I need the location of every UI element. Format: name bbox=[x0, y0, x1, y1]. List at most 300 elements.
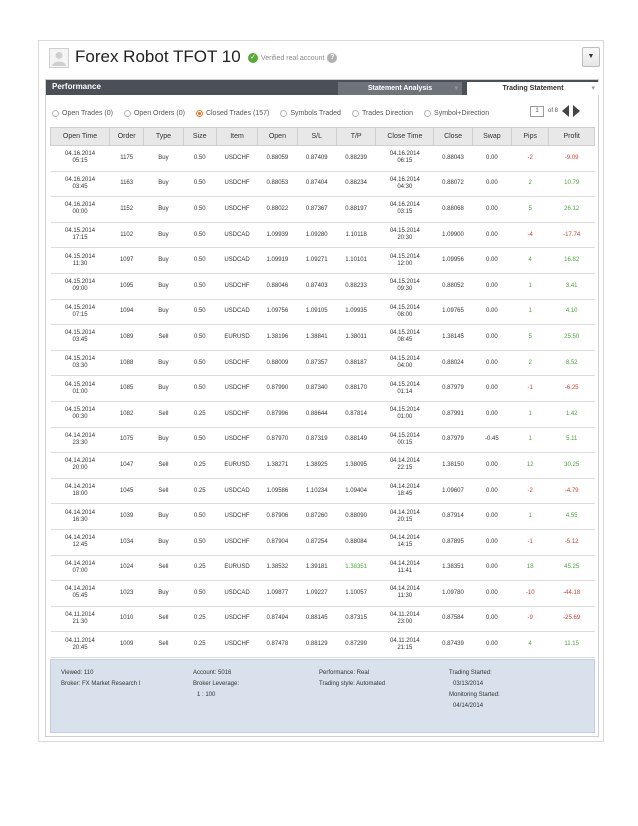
cell-open-time: 04.15.2014 09:00 bbox=[51, 273, 110, 299]
cell-type: Buy bbox=[144, 299, 183, 325]
cell-sl: 1.09105 bbox=[297, 299, 336, 325]
cell-open-time: 04.14.2014 20:00 bbox=[51, 453, 110, 479]
cell-close: 0.87991 bbox=[434, 401, 472, 427]
cell-close-time: 04.14.2014 18:45 bbox=[376, 478, 434, 504]
table-row bbox=[51, 222, 595, 248]
cell-swap: 0.00 bbox=[472, 504, 511, 530]
column-header[interactable]: Order bbox=[110, 128, 144, 146]
cell-close-time: 04.15.2014 08:00 bbox=[376, 299, 434, 325]
cell-item: EURUSD bbox=[216, 325, 257, 351]
cell-close: 0.88043 bbox=[434, 146, 472, 172]
cell-item: USDCHF bbox=[216, 401, 257, 427]
cell-pips: 1 bbox=[512, 427, 549, 453]
cell-tp: 1.38351 bbox=[336, 555, 375, 581]
table-row bbox=[51, 478, 595, 504]
cell-close: 1.09765 bbox=[434, 299, 472, 325]
cell-size: 0.25 bbox=[183, 606, 216, 632]
cell-tp: 1.10057 bbox=[336, 581, 375, 607]
page-number-input[interactable]: 1 bbox=[530, 106, 544, 117]
cell-profit: 26.12 bbox=[549, 197, 595, 223]
table-row bbox=[51, 273, 595, 299]
cell-size: 0.50 bbox=[183, 171, 216, 197]
cell-swap: 0.00 bbox=[472, 606, 511, 632]
cell-type: Sell bbox=[144, 453, 183, 479]
cell-order: 1175 bbox=[110, 146, 144, 172]
column-header[interactable]: Swap bbox=[472, 128, 511, 146]
cell-swap: 0.00 bbox=[472, 350, 511, 376]
cell-pips: 2 bbox=[512, 171, 549, 197]
cell-sl: 1.09227 bbox=[297, 581, 336, 607]
performance-type: Performance: Real bbox=[319, 670, 370, 676]
filter-label: Open Trades (0) bbox=[62, 109, 113, 117]
cell-close: 0.88052 bbox=[434, 273, 472, 299]
cell-sl: 0.88644 bbox=[297, 401, 336, 427]
cell-order: 1023 bbox=[110, 581, 144, 607]
pager bbox=[530, 105, 580, 117]
cell-item: USDCHF bbox=[216, 529, 257, 555]
cell-size: 0.50 bbox=[183, 427, 216, 453]
cell-open-time: 04.16.2014 03:45 bbox=[51, 171, 110, 197]
cell-open-time: 04.15.2014 03:30 bbox=[51, 350, 110, 376]
cell-item: USDCHF bbox=[216, 146, 257, 172]
cell-pips: -1 bbox=[512, 529, 549, 555]
cell-type: Buy bbox=[144, 376, 183, 402]
cell-open: 1.38271 bbox=[258, 453, 297, 479]
cell-open-time: 04.14.2014 12:45 bbox=[51, 529, 110, 555]
cell-open-time: 04.15.2014 03:45 bbox=[51, 325, 110, 351]
cell-swap: 0.00 bbox=[472, 401, 511, 427]
cell-profit: 10.79 bbox=[549, 171, 595, 197]
performance-panel bbox=[45, 79, 599, 737]
cell-close: 0.87439 bbox=[434, 632, 472, 658]
cell-size: 0.25 bbox=[183, 555, 216, 581]
cell-order: 1102 bbox=[110, 222, 144, 248]
cell-tp: 0.88084 bbox=[336, 529, 375, 555]
monitoring-started-label: Monitoring Started: bbox=[449, 692, 500, 698]
cell-pips: 1 bbox=[512, 401, 549, 427]
filter-open-orders[interactable] bbox=[124, 107, 185, 119]
cell-item: USDCAD bbox=[216, 581, 257, 607]
cell-swap: 0.00 bbox=[472, 632, 511, 658]
cell-order: 1045 bbox=[110, 478, 144, 504]
cell-item: USDCHF bbox=[216, 504, 257, 530]
page-title: Forex Robot TFOT 10 bbox=[75, 47, 241, 66]
column-header[interactable]: S/L bbox=[297, 128, 336, 146]
cell-sl: 1.10234 bbox=[297, 478, 336, 504]
radio-icon[interactable] bbox=[352, 110, 359, 117]
broker-name: Broker: FX Market Research I bbox=[61, 681, 141, 687]
cell-open: 1.09939 bbox=[258, 222, 297, 248]
card-header bbox=[39, 41, 603, 77]
table-row bbox=[51, 350, 595, 376]
cell-swap: -0.45 bbox=[472, 427, 511, 453]
cell-profit: 5.11 bbox=[549, 427, 595, 453]
panel-header bbox=[46, 80, 598, 95]
cell-close-time: 04.15.2014 20:30 bbox=[376, 222, 434, 248]
cell-open: 0.88009 bbox=[258, 350, 297, 376]
cell-swap: 0.00 bbox=[472, 273, 511, 299]
radio-icon[interactable] bbox=[280, 110, 287, 117]
cell-size: 0.50 bbox=[183, 325, 216, 351]
account-number: Account: 5016 bbox=[193, 670, 232, 676]
account-info-footer bbox=[50, 659, 595, 733]
column-header[interactable]: Type bbox=[144, 128, 183, 146]
cell-pips: -4 bbox=[512, 222, 549, 248]
cell-swap: 0.00 bbox=[472, 299, 511, 325]
cell-sl: 0.87260 bbox=[297, 504, 336, 530]
cell-size: 0.50 bbox=[183, 376, 216, 402]
cell-order: 1152 bbox=[110, 197, 144, 223]
cell-item: EURUSD bbox=[216, 555, 257, 581]
cell-order: 1024 bbox=[110, 555, 144, 581]
cell-sl: 1.38925 bbox=[297, 453, 336, 479]
filter-trades-direction[interactable] bbox=[352, 107, 413, 119]
cell-profit: -4.79 bbox=[549, 478, 595, 504]
cell-tp: 0.88187 bbox=[336, 350, 375, 376]
broker-leverage-label: Broker Leverage: bbox=[193, 681, 240, 687]
cell-order: 1082 bbox=[110, 401, 144, 427]
trades-table bbox=[50, 127, 595, 658]
tab-label: Trading Statement bbox=[502, 85, 564, 92]
table-row bbox=[51, 555, 595, 581]
cell-type: Buy bbox=[144, 350, 183, 376]
cell-size: 0.50 bbox=[183, 146, 216, 172]
cell-close-time: 04.15.2014 12:00 bbox=[376, 248, 434, 274]
radio-icon[interactable] bbox=[196, 110, 203, 117]
table-row bbox=[51, 632, 595, 658]
column-header[interactable]: Close bbox=[434, 128, 472, 146]
cell-open: 0.88022 bbox=[258, 197, 297, 223]
cell-pips: 4 bbox=[512, 632, 549, 658]
cell-size: 0.25 bbox=[183, 401, 216, 427]
next-arrow-icon[interactable] bbox=[573, 105, 580, 117]
cell-close-time: 04.14.2014 20:15 bbox=[376, 504, 434, 530]
cell-open: 0.88053 bbox=[258, 171, 297, 197]
cell-order: 1047 bbox=[110, 453, 144, 479]
cell-swap: 0.00 bbox=[472, 197, 511, 223]
viewed-count: Viewed: 110 bbox=[61, 670, 94, 676]
cell-sl: 0.87340 bbox=[297, 376, 336, 402]
cell-sl: 0.88129 bbox=[297, 632, 336, 658]
cell-profit: -9.09 bbox=[549, 146, 595, 172]
cell-close: 0.87895 bbox=[434, 529, 472, 555]
cell-swap: 0.00 bbox=[472, 529, 511, 555]
cell-close-time: 04.11.2014 21:15 bbox=[376, 632, 434, 658]
column-header[interactable]: Open Time bbox=[51, 128, 110, 146]
cell-close: 1.38351 bbox=[434, 555, 472, 581]
cell-tp: 1.38095 bbox=[336, 453, 375, 479]
cell-size: 0.25 bbox=[183, 632, 216, 658]
column-header[interactable]: Item bbox=[216, 128, 257, 146]
table-header-row bbox=[51, 128, 595, 146]
cell-size: 0.25 bbox=[183, 453, 216, 479]
cell-tp: 1.09935 bbox=[336, 299, 375, 325]
table-row bbox=[51, 401, 595, 427]
cell-close: 0.88072 bbox=[434, 171, 472, 197]
help-icon[interactable]: ? bbox=[327, 53, 337, 63]
cell-close-time: 04.15.2014 04:00 bbox=[376, 350, 434, 376]
cell-swap: 0.00 bbox=[472, 376, 511, 402]
cell-swap: 0.00 bbox=[472, 146, 511, 172]
cell-close-time: 04.16.2014 04:30 bbox=[376, 171, 434, 197]
cell-open-time: 04.14.2014 07:00 bbox=[51, 555, 110, 581]
table-row bbox=[51, 248, 595, 274]
cell-tp: 0.87299 bbox=[336, 632, 375, 658]
table-row bbox=[51, 581, 595, 607]
table-row bbox=[51, 299, 595, 325]
cell-close: 0.88068 bbox=[434, 197, 472, 223]
radio-icon[interactable] bbox=[124, 110, 131, 117]
cell-tp: 0.88149 bbox=[336, 427, 375, 453]
cell-close-time: 04.11.2014 23:00 bbox=[376, 606, 434, 632]
cell-open-time: 04.16.2014 05:15 bbox=[51, 146, 110, 172]
cell-close-time: 04.15.2014 08:45 bbox=[376, 325, 434, 351]
table-row bbox=[51, 146, 595, 172]
cell-close-time: 04.14.2014 11:30 bbox=[376, 581, 434, 607]
filter-symbols-traded[interactable] bbox=[280, 107, 341, 119]
cell-open: 1.09877 bbox=[258, 581, 297, 607]
cell-tp: 1.10101 bbox=[336, 248, 375, 274]
cell-type: Buy bbox=[144, 427, 183, 453]
cell-item: EURUSD bbox=[216, 453, 257, 479]
cell-open-time: 04.14.2014 18:00 bbox=[51, 478, 110, 504]
cell-order: 1075 bbox=[110, 427, 144, 453]
cell-close: 1.38150 bbox=[434, 453, 472, 479]
cell-open: 1.38196 bbox=[258, 325, 297, 351]
cell-open-time: 04.15.2014 01:00 bbox=[51, 376, 110, 402]
cell-close: 0.88024 bbox=[434, 350, 472, 376]
trading-style: Trading style: Automated bbox=[319, 681, 386, 687]
filter-label: Open Orders (0) bbox=[133, 109, 185, 117]
cell-sl: 0.87357 bbox=[297, 350, 336, 376]
cell-close: 1.09900 bbox=[434, 222, 472, 248]
cell-open: 0.87970 bbox=[258, 427, 297, 453]
filter-label: Trades Direction bbox=[361, 109, 414, 117]
cell-size: 0.50 bbox=[183, 504, 216, 530]
cell-open-time: 04.11.2014 20:45 bbox=[51, 632, 110, 658]
table-row bbox=[51, 529, 595, 555]
cell-close: 0.87914 bbox=[434, 504, 472, 530]
page-count-label: of 8 bbox=[548, 108, 559, 114]
cell-tp: 0.88170 bbox=[336, 376, 375, 402]
cell-type: Buy bbox=[144, 248, 183, 274]
cell-size: 0.50 bbox=[183, 350, 216, 376]
column-header[interactable]: Profit bbox=[549, 128, 595, 146]
cell-sl: 0.87403 bbox=[297, 273, 336, 299]
column-header[interactable]: T/P bbox=[336, 128, 375, 146]
cell-sl: 0.87254 bbox=[297, 529, 336, 555]
cell-type: Buy bbox=[144, 146, 183, 172]
cell-close: 1.09956 bbox=[434, 248, 472, 274]
table-row bbox=[51, 427, 595, 453]
cell-item: USDCHF bbox=[216, 273, 257, 299]
cell-size: 0.50 bbox=[183, 273, 216, 299]
cell-type: Buy bbox=[144, 581, 183, 607]
cell-open-time: 04.14.2014 23:30 bbox=[51, 427, 110, 453]
filter-label: Symbols Traded bbox=[290, 109, 341, 117]
cell-open: 0.88059 bbox=[258, 146, 297, 172]
cell-close-time: 04.14.2014 11:41 bbox=[376, 555, 434, 581]
cell-profit: 4.55 bbox=[549, 504, 595, 530]
cell-type: Buy bbox=[144, 273, 183, 299]
cell-type: Sell bbox=[144, 401, 183, 427]
cell-profit: 8.52 bbox=[549, 350, 595, 376]
cell-type: Sell bbox=[144, 478, 183, 504]
cell-sl: 0.87404 bbox=[297, 171, 336, 197]
cell-open: 1.09919 bbox=[258, 248, 297, 274]
chevron-down-icon: ▾ bbox=[591, 85, 595, 92]
cell-item: USDCHF bbox=[216, 350, 257, 376]
cell-sl: 1.38841 bbox=[297, 325, 336, 351]
cell-close: 1.38145 bbox=[434, 325, 472, 351]
cell-swap: 0.00 bbox=[472, 248, 511, 274]
cell-item: USDCHF bbox=[216, 376, 257, 402]
cell-item: USDCHF bbox=[216, 606, 257, 632]
table-row bbox=[51, 197, 595, 223]
cell-type: Buy bbox=[144, 197, 183, 223]
cell-close-time: 04.15.2014 09:30 bbox=[376, 273, 434, 299]
cell-open-time: 04.14.2014 16:30 bbox=[51, 504, 110, 530]
cell-profit: 25.50 bbox=[549, 325, 595, 351]
cell-swap: 0.00 bbox=[472, 581, 511, 607]
cell-sl: 0.87367 bbox=[297, 197, 336, 223]
cell-swap: 0.00 bbox=[472, 453, 511, 479]
cell-tp: 1.09404 bbox=[336, 478, 375, 504]
cell-sl: 0.88145 bbox=[297, 606, 336, 632]
cell-open: 0.87904 bbox=[258, 529, 297, 555]
trading-started-label: Trading Started: bbox=[449, 670, 492, 676]
radio-icon[interactable] bbox=[52, 110, 59, 117]
cell-close-time: 04.16.2014 03:15 bbox=[376, 197, 434, 223]
cell-close: 1.09607 bbox=[434, 478, 472, 504]
cell-item: USDCAD bbox=[216, 478, 257, 504]
cell-tp: 0.88197 bbox=[336, 197, 375, 223]
table-row bbox=[51, 504, 595, 530]
monitoring-started-value: 04/14/2014 bbox=[453, 703, 484, 709]
cell-swap: 0.00 bbox=[472, 478, 511, 504]
cell-size: 0.50 bbox=[183, 197, 216, 223]
cell-sl: 1.09280 bbox=[297, 222, 336, 248]
cell-tp: 0.88090 bbox=[336, 504, 375, 530]
cell-open: 0.87996 bbox=[258, 401, 297, 427]
cell-order: 1089 bbox=[110, 325, 144, 351]
tab-statement-analysis[interactable] bbox=[338, 82, 462, 95]
cell-item: USDCHF bbox=[216, 632, 257, 658]
cell-type: Buy bbox=[144, 504, 183, 530]
cell-open-time: 04.16.2014 00:00 bbox=[51, 197, 110, 223]
cell-pips: 1 bbox=[512, 299, 549, 325]
cell-pips: 5 bbox=[512, 325, 549, 351]
cell-order: 1163 bbox=[110, 171, 144, 197]
verified-badge bbox=[248, 53, 337, 63]
cell-open-time: 04.15.2014 11:30 bbox=[51, 248, 110, 274]
cell-size: 0.50 bbox=[183, 299, 216, 325]
filter-label: Symbol+Direction bbox=[434, 109, 490, 117]
cell-pips: 18 bbox=[512, 555, 549, 581]
cell-profit: 4.10 bbox=[549, 299, 595, 325]
cell-pips: 5 bbox=[512, 197, 549, 223]
tab-trading-statement[interactable] bbox=[467, 82, 599, 95]
column-header[interactable]: Size bbox=[183, 128, 216, 146]
cell-pips: -2 bbox=[512, 478, 549, 504]
prev-arrow-icon[interactable] bbox=[562, 105, 569, 117]
cell-close: 1.09780 bbox=[434, 581, 472, 607]
cell-size: 0.50 bbox=[183, 222, 216, 248]
cell-item: USDCHF bbox=[216, 171, 257, 197]
cell-order: 1088 bbox=[110, 350, 144, 376]
cell-order: 1010 bbox=[110, 606, 144, 632]
cell-order: 1085 bbox=[110, 376, 144, 402]
cell-sl: 1.39181 bbox=[297, 555, 336, 581]
cell-tp: 0.88234 bbox=[336, 171, 375, 197]
cell-tp: 0.88239 bbox=[336, 146, 375, 172]
cell-pips: 2 bbox=[512, 350, 549, 376]
radio-icon[interactable] bbox=[424, 110, 431, 117]
table-row bbox=[51, 376, 595, 402]
cell-tp: 0.87315 bbox=[336, 606, 375, 632]
options-dropdown-button[interactable] bbox=[582, 47, 600, 67]
cell-close-time: 04.15.2014 01:14 bbox=[376, 376, 434, 402]
cell-pips: -1 bbox=[512, 376, 549, 402]
cell-pips: 1 bbox=[512, 273, 549, 299]
cell-pips: 1 bbox=[512, 504, 549, 530]
cell-pips: 12 bbox=[512, 453, 549, 479]
filter-open-trades[interactable] bbox=[52, 107, 113, 119]
cell-profit: -17.74 bbox=[549, 222, 595, 248]
cell-swap: 0.00 bbox=[472, 325, 511, 351]
cell-sl: 0.87409 bbox=[297, 146, 336, 172]
cell-open: 1.09756 bbox=[258, 299, 297, 325]
filter-closed-trades[interactable] bbox=[196, 107, 269, 119]
table-row bbox=[51, 325, 595, 351]
verified-label: Verified real account bbox=[261, 54, 325, 62]
column-header[interactable]: Pips bbox=[512, 128, 549, 146]
cell-type: Buy bbox=[144, 222, 183, 248]
trading-started-value: 03/13/2014 bbox=[453, 681, 484, 687]
column-header[interactable]: Open bbox=[258, 128, 297, 146]
cell-size: 0.50 bbox=[183, 529, 216, 555]
cell-sl: 0.87319 bbox=[297, 427, 336, 453]
cell-swap: 0.00 bbox=[472, 222, 511, 248]
cell-order: 1097 bbox=[110, 248, 144, 274]
broker-leverage-value: 1 : 100 bbox=[197, 692, 216, 698]
column-header[interactable]: Close Time bbox=[376, 128, 434, 146]
verified-check-icon: ✓ bbox=[248, 53, 258, 63]
cell-profit: 16.82 bbox=[549, 248, 595, 274]
cell-type: Sell bbox=[144, 555, 183, 581]
cell-close: 0.87584 bbox=[434, 606, 472, 632]
cell-profit: -5.12 bbox=[549, 529, 595, 555]
cell-profit: -25.69 bbox=[549, 606, 595, 632]
cell-close: 0.87979 bbox=[434, 376, 472, 402]
cell-open: 0.88046 bbox=[258, 273, 297, 299]
cell-type: Sell bbox=[144, 325, 183, 351]
panel-title: Performance bbox=[52, 82, 101, 91]
table-body bbox=[51, 146, 595, 658]
cell-open: 1.09586 bbox=[258, 478, 297, 504]
robot-card bbox=[38, 40, 604, 742]
table-row bbox=[51, 171, 595, 197]
cell-profit: -44.18 bbox=[549, 581, 595, 607]
cell-item: USDCAD bbox=[216, 222, 257, 248]
cell-tp: 0.87814 bbox=[336, 401, 375, 427]
filter-symbol-direction[interactable] bbox=[424, 107, 489, 119]
table-row bbox=[51, 606, 595, 632]
cell-open: 0.87906 bbox=[258, 504, 297, 530]
cell-size: 0.50 bbox=[183, 248, 216, 274]
cell-open-time: 04.14.2014 05:45 bbox=[51, 581, 110, 607]
cell-order: 1039 bbox=[110, 504, 144, 530]
